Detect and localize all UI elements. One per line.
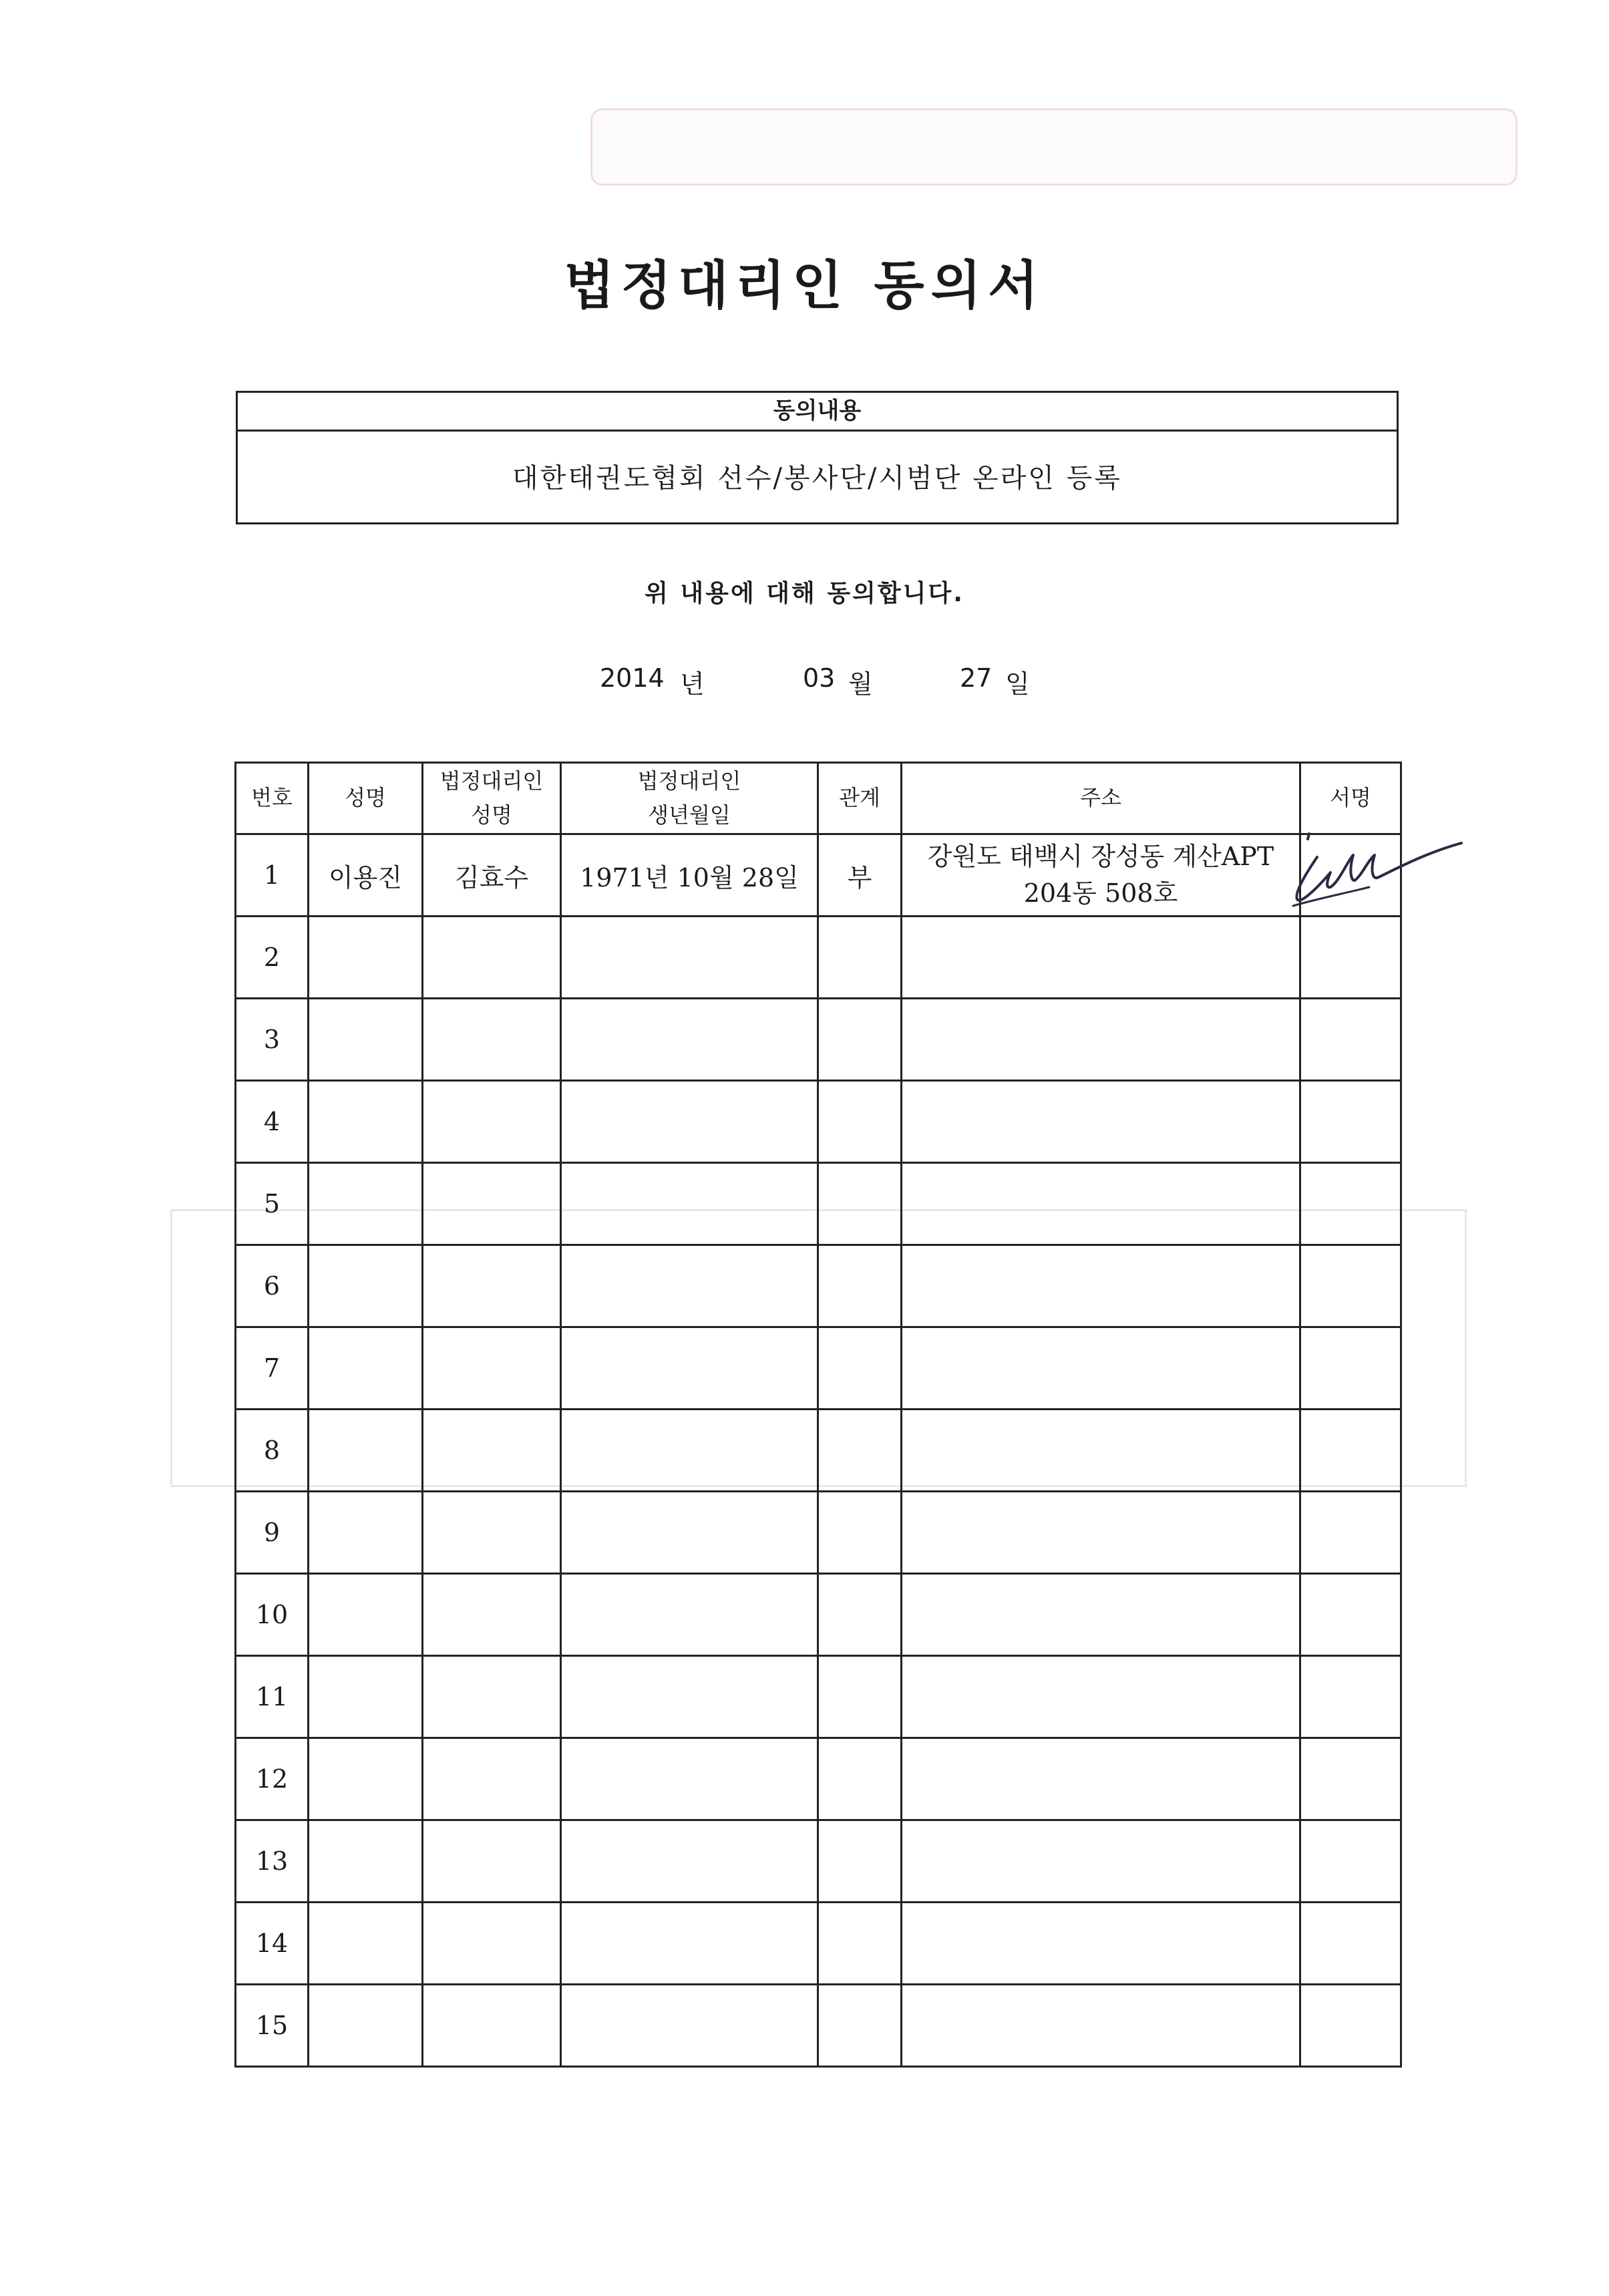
table-row (236, 1492, 1401, 1574)
row-no: 5 (236, 1163, 309, 1245)
header-no: 번호 (236, 763, 309, 834)
table-row (236, 1410, 1401, 1492)
header-address: 주소 (902, 763, 1300, 834)
row-no: 3 (236, 999, 309, 1081)
row-no: 9 (236, 1492, 309, 1574)
row-guardian-name: 김효수 (423, 834, 561, 917)
table-row (236, 1081, 1401, 1163)
row-no: 11 (236, 1656, 309, 1738)
consent-box (236, 391, 1399, 524)
table-row (236, 1656, 1401, 1738)
row-guardian-birth: 1971년 10월 28일 (561, 834, 818, 917)
row-address-line2: 204동 508호 (1023, 878, 1178, 908)
header-guardian-birth-line1: 법정대리인 (637, 768, 741, 794)
header-relation: 관계 (818, 763, 902, 834)
date-year-unit: 년 (680, 669, 705, 699)
guardian-table (234, 762, 1402, 2068)
row-relation: 부 (818, 834, 902, 917)
header-signature: 서명 (1300, 763, 1401, 834)
header-guardian-birth-line2: 생년월일 (648, 802, 731, 828)
table-header-row (236, 763, 1401, 834)
row-no: 1 (236, 834, 309, 917)
row-no: 2 (236, 917, 309, 999)
header-guardian-name-line1: 법정대리인 (439, 768, 544, 794)
table-row (236, 917, 1401, 999)
header-guardian-name (423, 763, 561, 834)
row-no: 15 (236, 1985, 309, 2067)
date-day-unit: 일 (1005, 669, 1030, 699)
consent-header: 동의내용 (238, 393, 1397, 432)
bleed-through-box (590, 108, 1517, 186)
header-guardian-name-line2: 성명 (471, 802, 512, 828)
agreement-statement: 위 내용에 대해 동의합니다. (645, 580, 964, 607)
row-no: 13 (236, 1820, 309, 1903)
row-no: 10 (236, 1574, 309, 1656)
table-row (236, 999, 1401, 1081)
date-year: 2014 (600, 663, 665, 693)
header-guardian-birth (561, 763, 818, 834)
document-title: 법정대리인 동의서 (564, 256, 1045, 316)
row-address (902, 834, 1300, 917)
row-name: 이용진 (309, 834, 423, 917)
table-row (236, 1985, 1401, 2067)
table-row (236, 1820, 1401, 1903)
row-no: 14 (236, 1903, 309, 1985)
row-no: 7 (236, 1327, 309, 1410)
handwritten-signature (1289, 820, 1463, 914)
row-no: 8 (236, 1410, 309, 1492)
row-no: 12 (236, 1738, 309, 1820)
date-month: 03 (803, 663, 836, 693)
header-name: 성명 (309, 763, 423, 834)
row-no: 6 (236, 1245, 309, 1327)
table-row (236, 1245, 1401, 1327)
table-row (236, 1327, 1401, 1410)
consent-content: 대한태권도협회 선수/봉사단/시범단 온라인 등록 (512, 463, 1122, 494)
row-address-line1: 강원도 태백시 장성동 계산APT (927, 841, 1274, 871)
row-no: 4 (236, 1081, 309, 1163)
table-row (236, 1574, 1401, 1656)
date-day: 27 (960, 663, 993, 693)
table-row (236, 1163, 1401, 1245)
table-body (236, 834, 1401, 2067)
date-month-unit: 월 (848, 669, 873, 699)
table-row (236, 834, 1401, 917)
table-row (236, 1903, 1401, 1985)
table-row (236, 1738, 1401, 1820)
